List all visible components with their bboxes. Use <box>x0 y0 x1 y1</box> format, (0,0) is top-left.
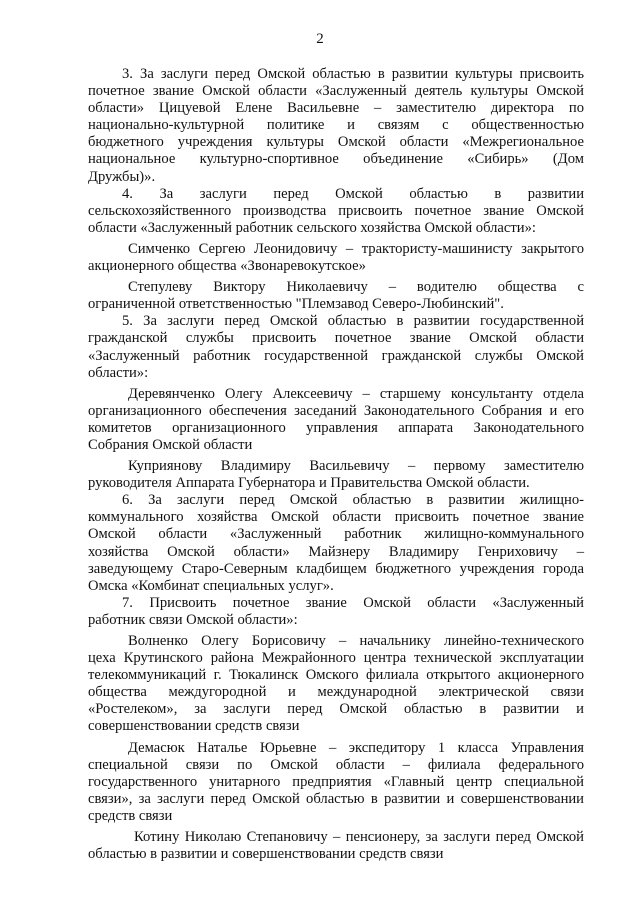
paragraph-7-communications <box>88 595 584 629</box>
text-line: общества междугородной и международной электрической связи <box>88 684 584 701</box>
paragraph-6-housing <box>88 492 584 595</box>
paragraph-7-awardee-volnenko <box>88 633 584 736</box>
text-line: акционерного общества «Звонаревокутское» <box>88 258 366 275</box>
text-line: Степулеву Виктору Николаевичу – водителю общества с <box>128 279 584 296</box>
text-line: области»: <box>88 364 149 381</box>
text-line: Симченко Сергею Леонидовичу – трактористу-машинисту закрытого <box>128 240 584 257</box>
text-line: телекоммуникаций г. Тюкалинск Омского филиала открытого акционерного <box>88 667 584 684</box>
text-line: средств связи <box>88 807 173 824</box>
text-line: почетное звание Омской области «Заслуженный деятель культуры Омской <box>88 83 584 100</box>
paragraph-7-awardee-kotin <box>88 829 584 863</box>
text-line: сельскохозяйственного производства присвоить почетное звание Омской <box>88 202 584 219</box>
text-line: национальное культурно-спортивное объединение «Сибирь» (Дом <box>88 151 584 168</box>
paragraph-4-agriculture <box>88 186 584 237</box>
text-line: Волненко Олегу Борисовичу – начальнику линейно-технического <box>128 633 584 649</box>
text-line: специальной связи по Омской области – филиала федерального <box>88 756 584 773</box>
paragraph-5-awardee-derevyanchenko <box>88 386 584 454</box>
text-line: областью в развитии и совершенствовании средств связи <box>88 846 444 863</box>
text-line: Деревянченко Олегу Алексеевичу – старшему консультанту отдела <box>128 385 584 402</box>
paragraph-5-awardee-kupriyanov <box>88 458 584 492</box>
text-line: связи», за заслуги перед Омской областью в развитии и совершенствовании <box>88 790 584 807</box>
text-line: коммунального хозяйства Омской области присвоить почетное звание <box>88 509 584 526</box>
paragraph-4-awardee-simchenko <box>88 241 584 275</box>
text-line: Омской области «Заслуженный работник жилищно-коммунального <box>88 526 584 543</box>
text-line: хозяйства Омской области» Майзнеру Владимиру Генриховичу – <box>88 543 584 560</box>
text-line: области «Заслуженный работник сельского хозяйства Омской области»: <box>88 219 536 236</box>
text-line: области» Цицуевой Елене Васильевне – заместителю директора по <box>88 100 584 117</box>
paragraph-4-awardee-stepulev <box>88 279 584 313</box>
text-line: ограниченной ответственностью "Племзавод Северо-Любинский". <box>88 296 504 313</box>
text-line: гражданской службы присвоить почетное звание Омской области <box>88 330 584 347</box>
text-line: 7. Присвоить почетное звание Омской области «Заслуженный <box>122 594 584 611</box>
text-line: Куприянову Владимиру Васильевичу – первому заместителю <box>128 458 584 475</box>
paragraph-3-culture <box>88 66 584 186</box>
text-line: Собрания Омской области <box>88 436 253 453</box>
text-line: 6. За заслуги перед Омской областью в развитии жилищно- <box>122 492 584 509</box>
text-line: цеха Крутинского района Межрайонного центра технической эксплуатации <box>88 650 584 667</box>
text-line: Котину Николаю Степановичу – пенсионеру, за заслуги перед Омской <box>134 829 584 846</box>
text-line: комитетов организационного управления аппарата Законодательного <box>88 419 584 436</box>
text-line: 4. За заслуги перед Омской областью в развитии <box>122 185 584 202</box>
text-line: бюджетного учреждения культуры Омской области «Межрегиональное <box>88 134 584 151</box>
text-line: «Заслуженный работник государственной гражданской службы Омской <box>88 347 584 364</box>
text-line: организационного обеспечения заседаний Законодательного Собрания и его <box>88 402 584 419</box>
text-line: заведующему Старо-Северным кладбищем бюджетного учреждения города <box>88 560 584 577</box>
text-line: Дружбы)». <box>88 168 156 185</box>
text-line: Омска «Комбинат специальных услуг». <box>88 577 334 594</box>
text-line: руководителя Аппарата Губернатора и Правительства Омской области. <box>88 475 530 492</box>
page-number: 2 <box>316 31 324 47</box>
document-body <box>88 66 584 863</box>
text-line: «Ростелеком», за заслуги перед Омской областью в развитии и <box>88 701 584 718</box>
text-line: 5. За заслуги перед Омской областью в развитии государственной <box>122 313 584 330</box>
text-line: работник связи Омской области»: <box>88 611 298 628</box>
paragraph-7-awardee-demasyuk <box>88 740 584 825</box>
paragraph-5-civil-service <box>88 313 584 381</box>
text-line: 3. За заслуги перед Омской областью в развитии культуры присвоить <box>122 66 584 82</box>
text-line: государственного унитарного предприятия «Главный центр специальной <box>88 773 584 790</box>
text-line: национально-культурной политике и связям с общественностью <box>88 117 584 134</box>
text-line: Демасюк Наталье Юрьевне – экспедитору 1 класса Управления <box>128 739 584 756</box>
text-line: совершенствовании средств связи <box>88 718 300 735</box>
